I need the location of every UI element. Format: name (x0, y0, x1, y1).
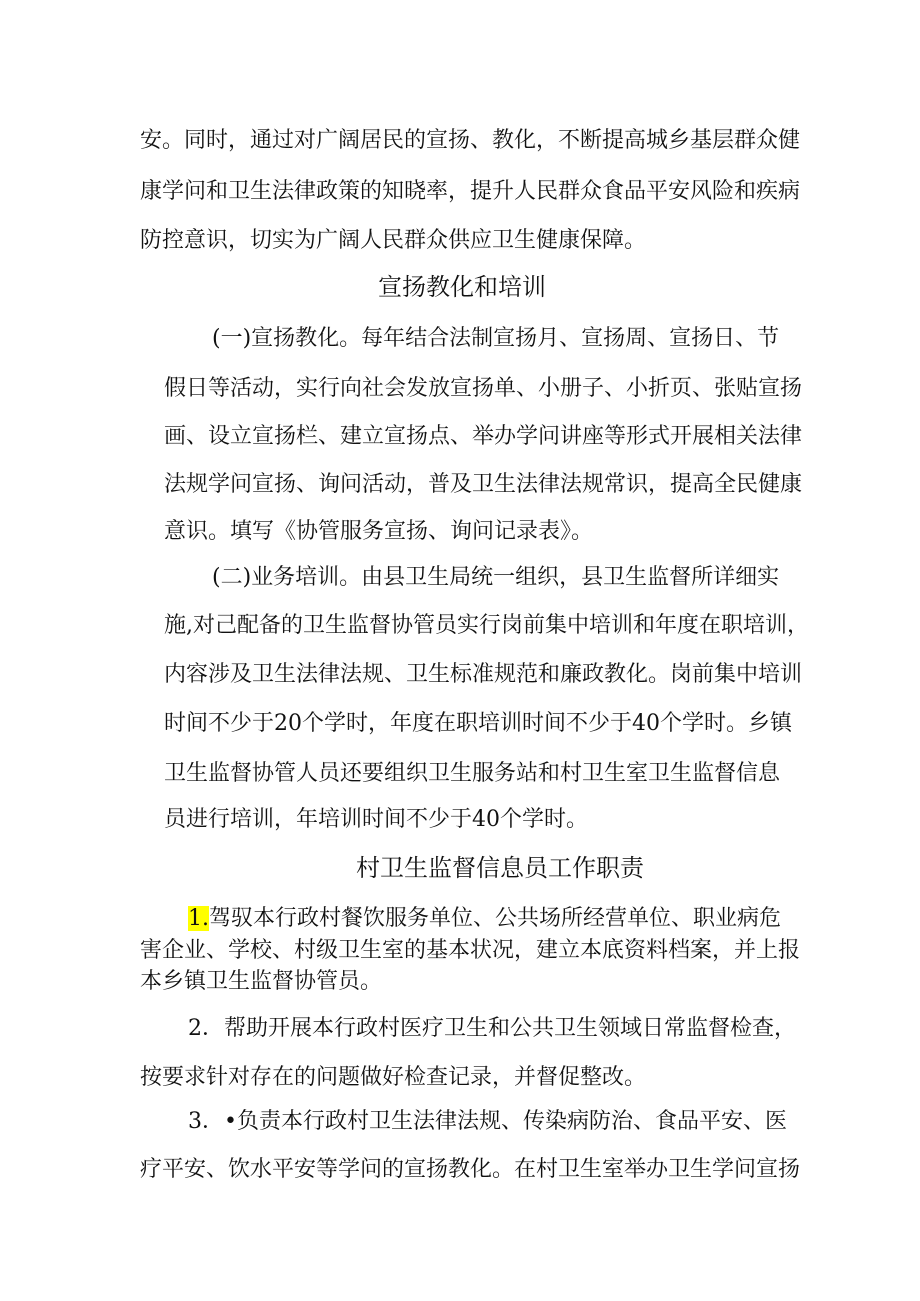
section-title: 宣扬教化和培训 (378, 273, 546, 301)
text-line: 意识。填写《协管服务宣扬、询问记录表》。 (164, 519, 594, 544)
text-line: (二)业务培训。由县卫生局统一组织，县卫生监督所详细实 (212, 565, 780, 590)
text-line: 内容涉及卫生法律法规、卫生标准规范和廉政教化。岗前集中培训 (164, 662, 803, 687)
text-line: 法规学问宣扬、询问活动，普及卫生法律法规常识，提高全民健康 (164, 472, 803, 497)
text-line (188, 904, 781, 934)
text-line: (一)宣扬教化。每年结合法制宣扬月、宣扬周、宣扬日、节 (212, 326, 780, 351)
item-number-highlight: 1. (188, 906, 209, 931)
text-line: 员进行培训，年培训时间不少于40个学时。 (164, 807, 588, 832)
text-line: 时间不少于20个学时，年度在职培训时间不少于40个学时。乡镇 (164, 711, 792, 736)
text-line: 防控意识，切实为广阔人民群众供应卫生健康保障。 (140, 228, 647, 253)
section-title: 村卫生监督信息员工作职责 (356, 854, 644, 882)
text-line: 按要求针对存在的问题做好检查记录，并督促整改。 (140, 1065, 647, 1090)
text-line: 施,对己配备的卫生监督协管员实行岗前集中培训和年度在职培训， (164, 613, 809, 638)
text-line: 安。同时，通过对广阔居民的宣扬、教化，不断提高城乡基层群众健 (140, 128, 801, 153)
text-line: 2．帮助开展本行政村医疗卫生和公共卫生领域日常监督检查， (188, 1016, 796, 1041)
text-line: 本乡镇卫生监督协管员。 (140, 969, 383, 994)
text-line: 害企业、学校、村级卫生室的基本状况，建立本底资料档案，并上报 (140, 938, 801, 963)
text-line: 画、设立宣扬栏、建立宣扬点、举办学问讲座等形式开展相关法律 (164, 424, 803, 449)
text-line: 假日等活动，实行向社会发放宣扬单、小册子、小折页、张贴宣扬 (164, 376, 803, 401)
text-line: 康学问和卫生法律政策的知晓率，提升人民群众食品平安风险和疾病 (140, 179, 801, 204)
text-line: 卫生监督协管人员还要组织卫生服务站和村卫生室卫生监督信息 (164, 761, 781, 786)
text-line: 疗平安、饮水平安等学问的宣扬教化。在村卫生室举办卫生学问宣扬 (140, 1157, 801, 1182)
text-line: 3．•负责本行政村卫生法律法规、传染病防治、食品平安、医 (188, 1109, 787, 1134)
item-text: 驾驭本行政村餐饮服务单位、公共场所经营单位、职业病危 (209, 906, 782, 931)
